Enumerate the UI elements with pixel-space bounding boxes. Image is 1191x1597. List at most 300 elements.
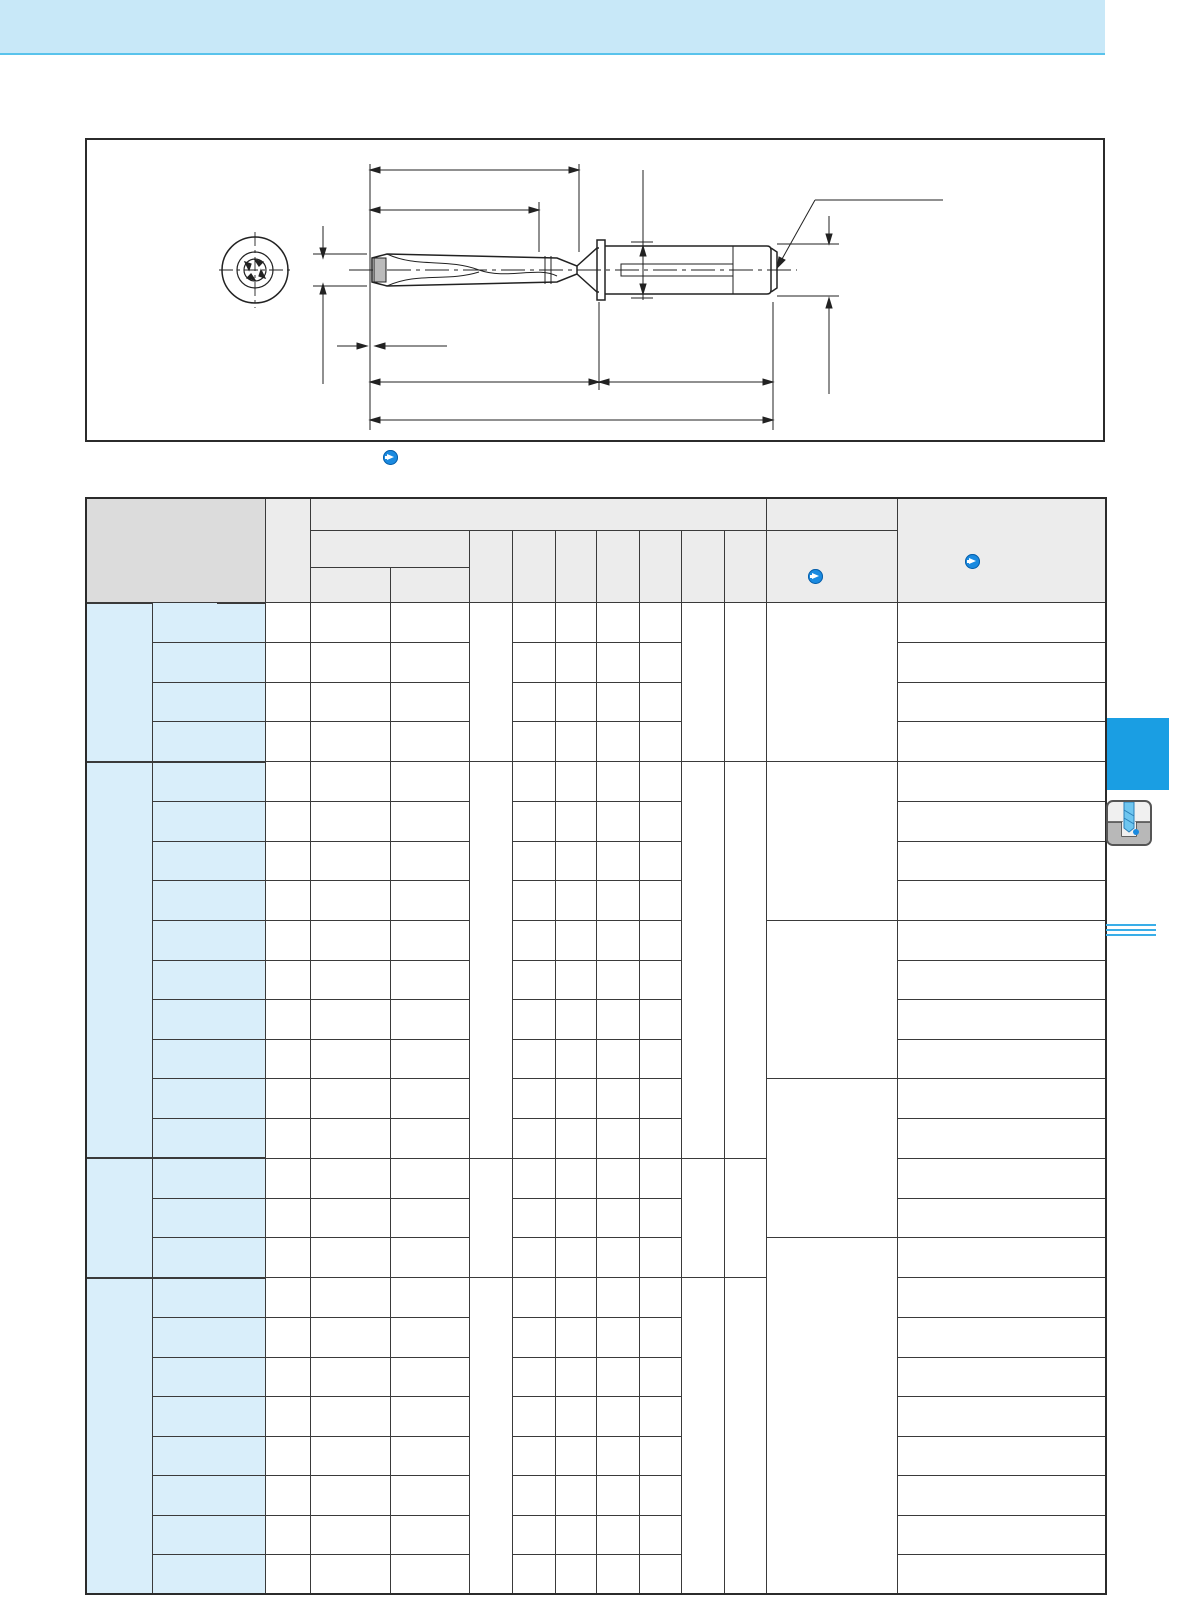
cell	[597, 722, 640, 762]
cell	[897, 682, 1106, 722]
drill-hole-icon[interactable]	[1106, 800, 1152, 846]
cell	[512, 960, 555, 1000]
model-cell	[153, 643, 266, 683]
cell	[555, 1278, 597, 1318]
cell	[512, 1436, 555, 1476]
cell	[512, 682, 555, 722]
cell	[766, 1238, 897, 1595]
cell	[555, 682, 597, 722]
cell	[724, 762, 766, 1158]
cell	[266, 881, 311, 921]
cell	[266, 1158, 311, 1198]
cell	[266, 1515, 311, 1555]
header-cell	[597, 531, 640, 603]
end-view-icon	[219, 232, 291, 308]
cell	[390, 960, 469, 1000]
cell	[766, 603, 897, 762]
table-row	[86, 1397, 1107, 1437]
header-cell	[555, 531, 597, 603]
cell	[266, 1476, 311, 1516]
cell	[311, 682, 390, 722]
model-cell	[153, 1318, 266, 1358]
cell	[724, 1278, 766, 1595]
section-tab[interactable]	[1107, 718, 1169, 790]
cell	[640, 802, 682, 842]
cell	[311, 1555, 390, 1595]
cell	[640, 1436, 682, 1476]
model-cell	[153, 603, 266, 643]
header-cell	[470, 531, 513, 603]
cell	[311, 921, 390, 961]
table-row	[86, 643, 1107, 683]
cell	[555, 1079, 597, 1119]
model-cell	[153, 1198, 266, 1238]
cell	[897, 921, 1106, 961]
drill-drawing-svg	[87, 140, 1107, 444]
cell	[897, 1515, 1106, 1555]
cell	[897, 603, 1106, 643]
cell	[897, 1000, 1106, 1040]
cell	[390, 1000, 469, 1040]
arrow-circle-icon[interactable]	[383, 450, 398, 465]
cell	[897, 1039, 1106, 1079]
model-cell	[153, 1039, 266, 1079]
cell	[390, 881, 469, 921]
cell	[555, 643, 597, 683]
cell	[512, 841, 555, 881]
cell	[897, 1158, 1106, 1198]
header-cell	[640, 531, 682, 603]
cell	[681, 762, 724, 1158]
cell	[597, 960, 640, 1000]
cell	[470, 762, 513, 1158]
cell	[555, 1118, 597, 1158]
cell	[597, 1158, 640, 1198]
cell	[390, 762, 469, 802]
cell	[597, 1357, 640, 1397]
cell	[597, 682, 640, 722]
table-row	[86, 802, 1107, 842]
cell	[311, 1476, 390, 1516]
cell	[311, 1318, 390, 1358]
cell	[640, 881, 682, 921]
table-row	[86, 1039, 1107, 1079]
cell	[311, 1118, 390, 1158]
cell	[597, 1238, 640, 1278]
cell	[640, 603, 682, 643]
cell	[390, 1039, 469, 1079]
cell	[311, 603, 390, 643]
model-cell	[153, 960, 266, 1000]
cell	[470, 1278, 513, 1595]
cell	[512, 1198, 555, 1238]
cell	[597, 1555, 640, 1595]
cell	[555, 921, 597, 961]
cell	[897, 1357, 1106, 1397]
cell	[390, 603, 469, 643]
table-row	[86, 1118, 1107, 1158]
cell	[597, 921, 640, 961]
cell	[597, 1515, 640, 1555]
model-cell	[153, 1158, 266, 1198]
cell	[390, 682, 469, 722]
model-cell	[153, 802, 266, 842]
cell	[512, 1238, 555, 1278]
header-cell	[266, 498, 311, 603]
cell	[512, 921, 555, 961]
cell	[897, 643, 1106, 683]
cell	[597, 1436, 640, 1476]
cell	[512, 1397, 555, 1437]
table-row	[86, 881, 1107, 921]
cell	[681, 603, 724, 762]
side-decor-lines	[1106, 924, 1156, 942]
cell	[266, 682, 311, 722]
cell	[640, 1318, 682, 1358]
header-cell	[724, 531, 766, 603]
header-cell	[681, 531, 724, 603]
table-row	[86, 1158, 1107, 1198]
table-row	[86, 1238, 1107, 1278]
cell	[597, 1198, 640, 1238]
cell	[597, 1397, 640, 1437]
cell	[311, 1436, 390, 1476]
cell	[311, 722, 390, 762]
cell	[766, 921, 897, 1079]
cell	[266, 762, 311, 802]
cell	[311, 1278, 390, 1318]
cell	[311, 1158, 390, 1198]
cell	[390, 1079, 469, 1119]
model-cell	[153, 722, 266, 762]
cell	[897, 762, 1106, 802]
cell	[897, 1318, 1106, 1358]
arrow-circle-icon[interactable]	[808, 569, 823, 584]
cell	[766, 762, 897, 921]
cell	[266, 841, 311, 881]
cell	[311, 802, 390, 842]
cell	[311, 881, 390, 921]
group-cell	[86, 603, 153, 762]
header-band	[0, 0, 1105, 55]
model-cell	[153, 1357, 266, 1397]
cell	[724, 1158, 766, 1278]
group-cell	[86, 762, 153, 1158]
model-cell	[153, 1118, 266, 1158]
cell	[555, 1476, 597, 1516]
cell	[724, 603, 766, 762]
cell	[512, 1039, 555, 1079]
cell	[390, 841, 469, 881]
cell	[390, 643, 469, 683]
model-cell	[153, 1515, 266, 1555]
cell	[311, 1515, 390, 1555]
model-cell	[153, 1436, 266, 1476]
cell	[640, 643, 682, 683]
cell	[311, 960, 390, 1000]
model-cell	[153, 921, 266, 961]
cell	[512, 1555, 555, 1595]
cell	[266, 1000, 311, 1040]
cell	[597, 1318, 640, 1358]
cell	[597, 603, 640, 643]
table-row	[86, 1515, 1107, 1555]
cell	[897, 1079, 1106, 1119]
cell	[266, 1238, 311, 1278]
cell	[390, 1555, 469, 1595]
header-cell	[766, 531, 897, 603]
cell	[512, 802, 555, 842]
cell	[390, 1357, 469, 1397]
table-row	[86, 1318, 1107, 1358]
table-row	[86, 603, 1107, 643]
cell	[555, 1397, 597, 1437]
cell	[390, 1436, 469, 1476]
cell	[266, 1397, 311, 1437]
model-cell	[153, 1000, 266, 1040]
cell	[512, 1278, 555, 1318]
cell	[640, 1158, 682, 1198]
spec-table	[85, 497, 1107, 1595]
header-cell	[86, 498, 266, 603]
cell	[597, 1476, 640, 1516]
cell	[311, 1238, 390, 1278]
cell	[266, 960, 311, 1000]
header-cell	[512, 531, 555, 603]
table-row	[86, 1000, 1107, 1040]
cell	[555, 1198, 597, 1238]
cell	[555, 1318, 597, 1358]
cell	[897, 1198, 1106, 1238]
arrow-circle-icon[interactable]	[965, 554, 980, 569]
cell	[512, 603, 555, 643]
cell	[640, 1476, 682, 1516]
model-cell	[153, 1278, 266, 1318]
cell	[512, 1357, 555, 1397]
cell	[897, 1436, 1106, 1476]
cell	[897, 960, 1106, 1000]
cell	[640, 1000, 682, 1040]
cell	[512, 643, 555, 683]
cell	[897, 1555, 1106, 1595]
cell	[555, 841, 597, 881]
model-cell	[153, 1238, 266, 1278]
cell	[640, 960, 682, 1000]
cell	[640, 1118, 682, 1158]
model-cell	[153, 1079, 266, 1119]
cell	[555, 603, 597, 643]
cell	[390, 921, 469, 961]
header-cell	[311, 498, 766, 531]
cell	[266, 1436, 311, 1476]
cell	[266, 1555, 311, 1595]
cell	[555, 1555, 597, 1595]
cell	[266, 1318, 311, 1358]
cell	[470, 1158, 513, 1278]
cell	[640, 1039, 682, 1079]
cell	[266, 802, 311, 842]
cell	[555, 881, 597, 921]
cell	[512, 1118, 555, 1158]
cell	[311, 1198, 390, 1238]
model-cell	[153, 1476, 266, 1516]
table-row	[86, 762, 1107, 802]
header-cell	[766, 498, 897, 531]
table-row	[86, 960, 1107, 1000]
cell	[897, 1238, 1106, 1278]
model-cell	[153, 1555, 266, 1595]
cell	[512, 1318, 555, 1358]
cell	[512, 1000, 555, 1040]
cell	[897, 841, 1106, 881]
cell	[390, 1118, 469, 1158]
cell	[390, 1515, 469, 1555]
cell	[555, 1238, 597, 1278]
table-row	[86, 722, 1107, 762]
cell	[266, 643, 311, 683]
cell	[311, 1000, 390, 1040]
cell	[640, 1555, 682, 1595]
cell	[640, 921, 682, 961]
model-cell	[153, 682, 266, 722]
cell	[512, 1476, 555, 1516]
cell	[555, 1000, 597, 1040]
cell	[555, 1158, 597, 1198]
cell	[390, 1397, 469, 1437]
cell	[470, 603, 513, 762]
cell	[512, 1158, 555, 1198]
cell	[897, 722, 1106, 762]
cell	[640, 1198, 682, 1238]
cell	[390, 1278, 469, 1318]
cell	[311, 841, 390, 881]
cell	[311, 643, 390, 683]
cell	[390, 1158, 469, 1198]
cell	[555, 762, 597, 802]
cell	[640, 1278, 682, 1318]
cell	[512, 1515, 555, 1555]
cell	[266, 1118, 311, 1158]
model-cell	[153, 1397, 266, 1437]
cell	[597, 1039, 640, 1079]
cell	[311, 1397, 390, 1437]
table-row	[86, 1357, 1107, 1397]
cell	[640, 1397, 682, 1437]
cell	[266, 722, 311, 762]
cell	[311, 762, 390, 802]
table-row	[86, 841, 1107, 881]
table-row	[86, 1198, 1107, 1238]
cell	[555, 722, 597, 762]
cell	[512, 1079, 555, 1119]
cell	[555, 1357, 597, 1397]
cell	[897, 1118, 1106, 1158]
cell	[597, 762, 640, 802]
cell	[390, 1198, 469, 1238]
cell	[266, 1079, 311, 1119]
cell	[390, 802, 469, 842]
cell	[390, 1238, 469, 1278]
cell	[640, 1515, 682, 1555]
cell	[597, 643, 640, 683]
cell	[640, 762, 682, 802]
cell	[512, 762, 555, 802]
model-cell	[153, 841, 266, 881]
cell	[512, 881, 555, 921]
cell	[897, 802, 1106, 842]
cell	[266, 921, 311, 961]
table-row	[86, 682, 1107, 722]
table-row	[86, 1436, 1107, 1476]
header-cell	[311, 531, 470, 567]
cell	[597, 881, 640, 921]
cell	[555, 1515, 597, 1555]
model-cell	[153, 762, 266, 802]
drill-drawing	[85, 138, 1105, 442]
cell	[640, 1357, 682, 1397]
table-row	[86, 1555, 1107, 1595]
cell	[681, 1158, 724, 1278]
cell	[640, 722, 682, 762]
cell	[555, 1039, 597, 1079]
cell	[766, 1079, 897, 1238]
header-cell	[390, 567, 469, 602]
cell	[311, 1039, 390, 1079]
group-cell	[86, 1158, 153, 1278]
cell	[597, 1278, 640, 1318]
cell	[597, 802, 640, 842]
cell	[897, 1397, 1106, 1437]
cell	[897, 1476, 1106, 1516]
cell	[597, 1079, 640, 1119]
table-row	[86, 1476, 1107, 1516]
cell	[390, 1318, 469, 1358]
cell	[681, 1278, 724, 1595]
cell	[266, 603, 311, 643]
cell	[597, 841, 640, 881]
table-row	[86, 1079, 1107, 1119]
cell	[390, 722, 469, 762]
table-row	[86, 1278, 1107, 1318]
cell	[597, 1118, 640, 1158]
cell	[640, 1079, 682, 1119]
cell	[390, 1476, 469, 1516]
cell	[597, 1000, 640, 1040]
dimension-lines-icon	[313, 164, 943, 430]
cell	[555, 802, 597, 842]
cell	[311, 1079, 390, 1119]
cell	[266, 1278, 311, 1318]
cell	[266, 1039, 311, 1079]
cell	[311, 1357, 390, 1397]
model-cell	[153, 881, 266, 921]
header-cell	[897, 498, 1106, 603]
group-cell	[86, 1278, 153, 1595]
table-row	[86, 921, 1107, 961]
drill-hole-icon-svg	[1108, 802, 1150, 844]
cell	[640, 1238, 682, 1278]
cell	[266, 1357, 311, 1397]
cell	[640, 841, 682, 881]
header-cell	[311, 567, 390, 602]
cell	[897, 881, 1106, 921]
cell	[512, 722, 555, 762]
cell	[555, 1436, 597, 1476]
cell	[640, 682, 682, 722]
table-header-row	[86, 498, 1107, 531]
cell	[555, 960, 597, 1000]
cell	[897, 1278, 1106, 1318]
